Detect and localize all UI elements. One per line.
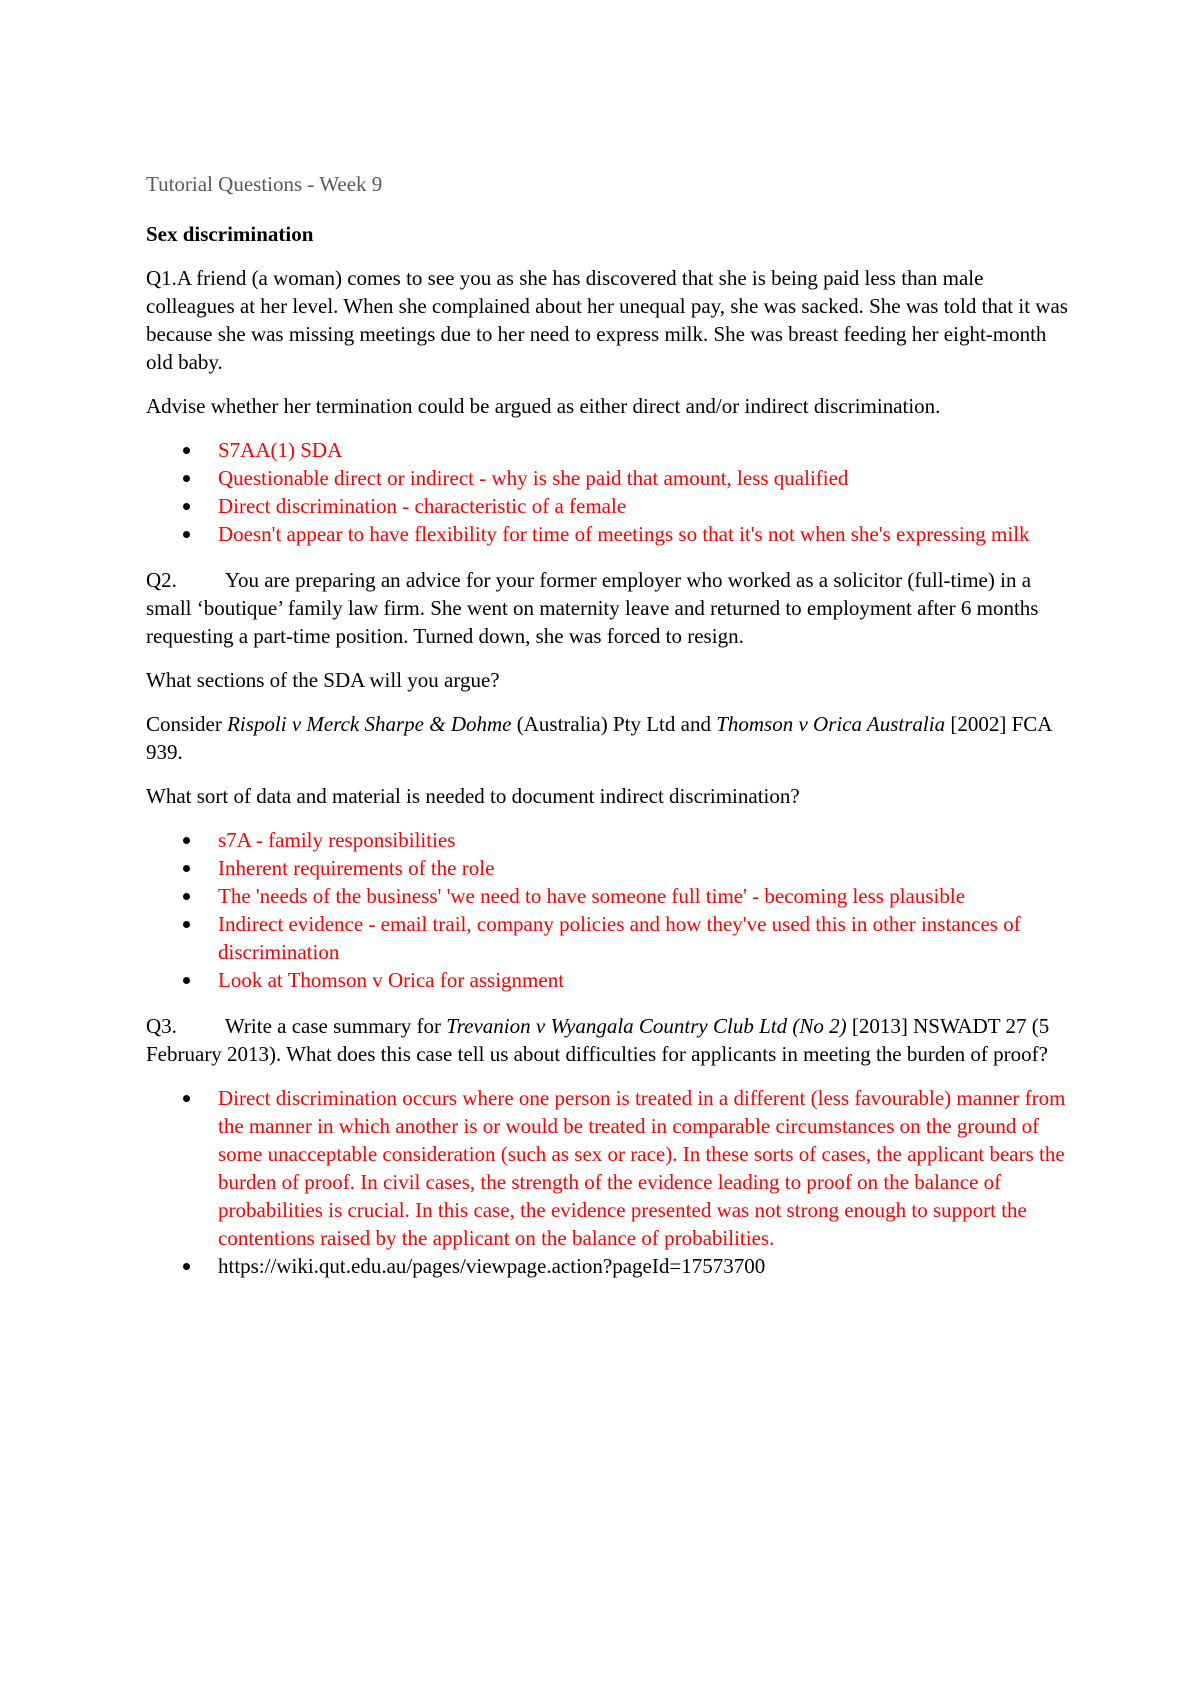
question-3-label: Q3. (146, 1014, 177, 1038)
reference-link-item[interactable] (218, 1252, 1076, 1280)
question-3-answers (146, 1084, 1076, 1280)
list-item: Questionable direct or indirect - why is she paid that amount, less qualified (218, 464, 1076, 492)
list-item: Inherent requirements of the role (218, 854, 1076, 882)
question-3-text: Q3. Write a case summary for Trevanion v Wyangala Country Club Ltd (No 2) [2013] NSWADT 27 (5 February 2013). What does this case tell us about difficulties for applicants in meeting the burden of proof? (146, 1014, 1050, 1066)
question-1-answers (146, 436, 1076, 548)
bullet-icon (183, 1095, 190, 1102)
list-item: Indirect evidence - email trail, company policies and how they've used this in other instances of discrimination (218, 910, 1076, 966)
list-item: Direct discrimination occurs where one person is treated in a different (less favourable) manner from the manner in which another is or would be treated in comparable circumstances on the ground of some unacceptable consideration (such as sex or race). In these sorts of cases, the applicant bears the burden of proof. In civil cases, the strength of the evidence leading to proof on the balance of probabilities is crucial. In this case, the evidence presented was not strong enough to support the contentions raised by the applicant on the balance of probabilities. (218, 1084, 1076, 1252)
case-name: Trevanion v Wyangala Country Club Ltd (No 2) (446, 1014, 847, 1038)
question-2-answers (146, 826, 1076, 994)
question-2-sections: What sections of the SDA will you argue? (146, 668, 500, 692)
bullet-icon (183, 1263, 190, 1270)
list-item: Direct discrimination - characteristic of a female (218, 492, 1076, 520)
bullet-icon (183, 837, 190, 844)
bullet-icon (183, 921, 190, 928)
question-2-label: Q2. (146, 568, 177, 592)
list-item: S7AA(1) SDA (218, 436, 1076, 464)
document-title: Tutorial Questions - Week 9 (146, 172, 383, 196)
section-heading: Sex discrimination (146, 222, 314, 246)
question-1-advise: Advise whether her termination could be argued as either direct and/or indirect discrimination. (146, 394, 941, 418)
question-2-text: Q2. You are preparing an advice for your former employer who worked as a solicitor (full-time) in a small ‘boutique’ family law firm. She went on maternity leave and returned to employment after 6 months requesting a part-time position. Turned down, she was forced to resign. (146, 568, 1039, 648)
list-item: The 'needs of the business' 'we need to have someone full time' - becoming less plausible (218, 882, 1076, 910)
bullet-icon (183, 503, 190, 510)
case-name: Thomson v Orica Australia (716, 712, 946, 736)
bullet-icon (183, 977, 190, 984)
list-item: s7A - family responsibilities (218, 826, 1076, 854)
question-2-consider: Consider Rispoli v Merck Sharpe & Dohme (Australia) Pty Ltd and Thomson v Orica Australia [2002] FCA 939. (146, 712, 1052, 764)
question-1-text: Q1.A friend (a woman) comes to see you as she has discovered that she is being paid less than male colleagues at her level. When she complained about her unequal pay, she was sacked. She was told that it was because she was missing meetings due to her need to express milk. She was breast feeding her eight-month old baby. (146, 266, 1068, 374)
bullet-icon (183, 475, 190, 482)
list-item: Doesn't appear to have flexibility for time of meetings so that it's not when she's expressing milk (218, 520, 1076, 548)
bullet-icon (183, 893, 190, 900)
bullet-icon (183, 531, 190, 538)
reference-link[interactable]: https://wiki.qut.edu.au/pages/viewpage.action?pageId=17573700 (218, 1254, 766, 1278)
bullet-icon (183, 447, 190, 454)
list-item: Look at Thomson v Orica for assignment (218, 966, 1076, 994)
case-name: Rispoli v Merck Sharpe & Dohme (227, 712, 512, 736)
question-2-data: What sort of data and material is needed to document indirect discrimination? (146, 784, 800, 808)
bullet-icon (183, 865, 190, 872)
document-page (146, 170, 1076, 1298)
